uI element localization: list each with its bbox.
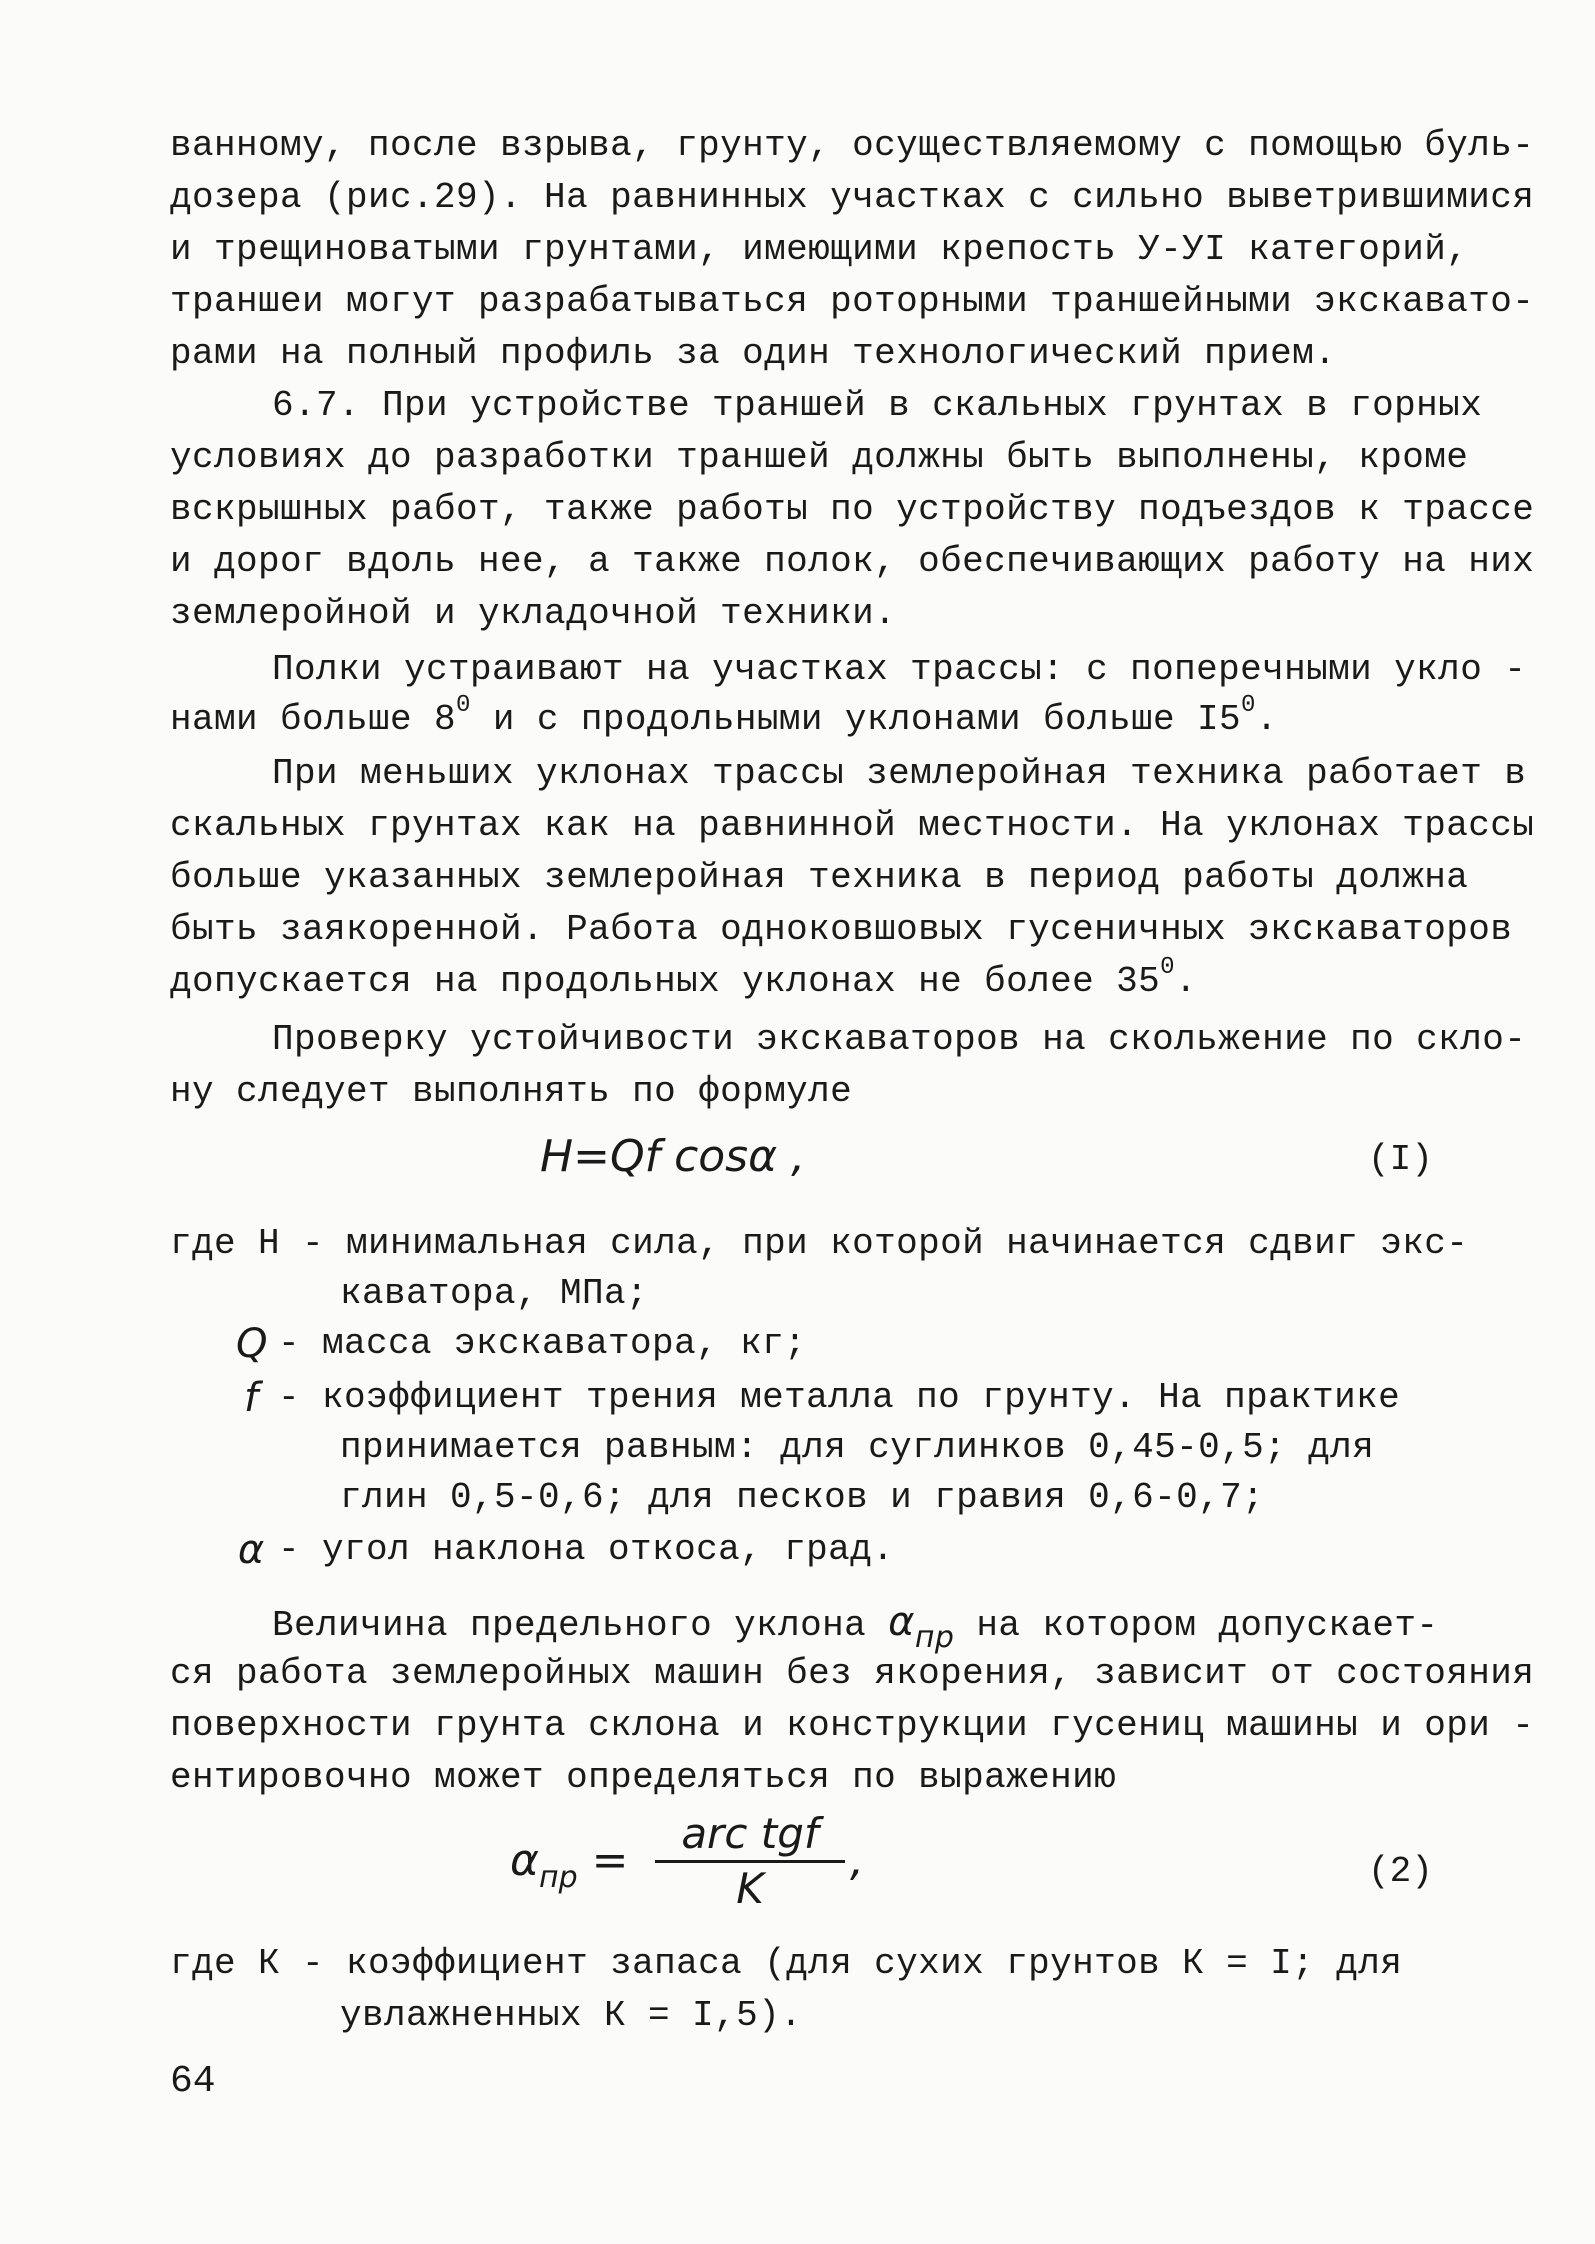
- text-line: 6.7. При устройстве траншей в скальных грунтах в горных: [272, 385, 1483, 426]
- text-line: При меньших уклонах трассы землеройная техника работает в: [272, 753, 1527, 794]
- text-line: Полки устраивают на участках трассы: с поперечными укло -: [272, 649, 1527, 690]
- text-segment: .: [1255, 699, 1278, 740]
- formula-number: (2): [1368, 1851, 1433, 1892]
- fraction-bar: [655, 1860, 845, 1863]
- text-line: Проверку устойчивости экскаваторов на скольжение по скло-: [272, 1019, 1527, 1060]
- text-line: ся работа землеройных машин без якорения, зависит от состояния: [170, 1653, 1535, 1694]
- text-line: каватора, МПа;: [340, 1273, 649, 1314]
- text-line: где К - коэффициент запаса (для сухих грунтов К = I; для: [170, 1943, 1403, 1984]
- text-line: рами на полный профиль за один технологический прием.: [170, 333, 1337, 374]
- subscript: пр: [914, 1620, 955, 1655]
- text-line: где Н - минимальная сила, при которой начинается сдвиг экс-: [170, 1223, 1469, 1264]
- fraction-denominator: K: [736, 1864, 764, 1913]
- symbol-q: Q: [236, 1321, 268, 1367]
- superscript: 0: [1240, 692, 1256, 719]
- text-line: быть заякоренной. Работа одноковшовых гусеничных экскаваторов: [170, 909, 1513, 950]
- text-line: [272, 1600, 1572, 1660]
- formula-2-fraction: [655, 1810, 845, 1911]
- text-segment: нами больше 8: [170, 699, 457, 740]
- text-line: и дорог вдоль нее, а также полок, обеспечивающих работу на них: [170, 541, 1535, 582]
- text-line: [170, 692, 1470, 742]
- subscript: пр: [539, 1860, 578, 1895]
- text-line: увлажненных К = I,5).: [340, 1995, 803, 2036]
- text-line: глин 0,5-0,6; для песков и гравия 0,6-0,7;: [340, 1477, 1265, 1518]
- formula-2-comma: ,: [850, 1835, 864, 1886]
- fraction-numerator: arc tgf: [681, 1809, 819, 1858]
- formula-number: (I): [1368, 1139, 1433, 1180]
- text-line: вскрышных работ, также работы по устройству подъездов к трассе: [170, 489, 1535, 530]
- superscript: 0: [1160, 954, 1175, 981]
- page-number: 64: [170, 2060, 216, 2103]
- text-line: принимается равным: для суглинков 0,45-0,5; для: [340, 1427, 1375, 1468]
- text-segment: допускается на продольных уклонах не более 35: [170, 961, 1161, 1002]
- text-segment: на котором допускает-: [954, 1605, 1439, 1646]
- text-line: дозера (рис.29). На равнинных участках с сильно выветрившимися: [170, 177, 1535, 218]
- text-line: - масса экскаватора, кг;: [278, 1323, 807, 1364]
- text-segment: и с продольными уклонами больше I5: [470, 699, 1241, 740]
- text-line: скальных грунтах как на равнинной местности. На уклонах трассы: [170, 805, 1535, 846]
- text-line: поверхности грунта склона и конструкции гусениц машины и ори -: [170, 1705, 1535, 1746]
- text-line: и трещиноватыми грунтами, имеющими крепость У-УI категорий,: [170, 229, 1469, 270]
- text-line: [170, 954, 1470, 1004]
- formula-1: H=Qf cosα ,: [540, 1131, 806, 1182]
- text-line: ванному, после взрыва, грунту, осуществляемому с помощью буль-: [170, 125, 1535, 166]
- text-line: землеройной и укладочной техники.: [170, 593, 897, 634]
- formula-2-lhs: $\alpha_{пр}$ =: [510, 1835, 629, 1895]
- text-line: траншеи могут разрабатываться роторными траншейными экскавато-: [170, 281, 1535, 322]
- text-line: - коэффициент трения металла по грунту. На практике: [278, 1377, 1401, 1418]
- text-segment: Величина предельного уклона: [272, 1605, 889, 1646]
- superscript: 0: [456, 692, 471, 719]
- text-line: больше указанных землеройная техника в период работы должна: [170, 857, 1469, 898]
- symbol-f: f: [243, 1375, 259, 1421]
- text-line: ентировочно может определяться по выражению: [170, 1757, 1117, 1798]
- alpha-symbol: α: [888, 1599, 915, 1645]
- text-line: - угол наклона откоса, град.: [278, 1529, 895, 1570]
- text-segment: .: [1174, 961, 1197, 1002]
- text-line: условиях до разработки траншей должны быть выполнены, кроме: [170, 437, 1469, 478]
- symbol-alpha: α: [237, 1527, 265, 1573]
- text-line: ну следует выполнять по формуле: [170, 1071, 853, 1112]
